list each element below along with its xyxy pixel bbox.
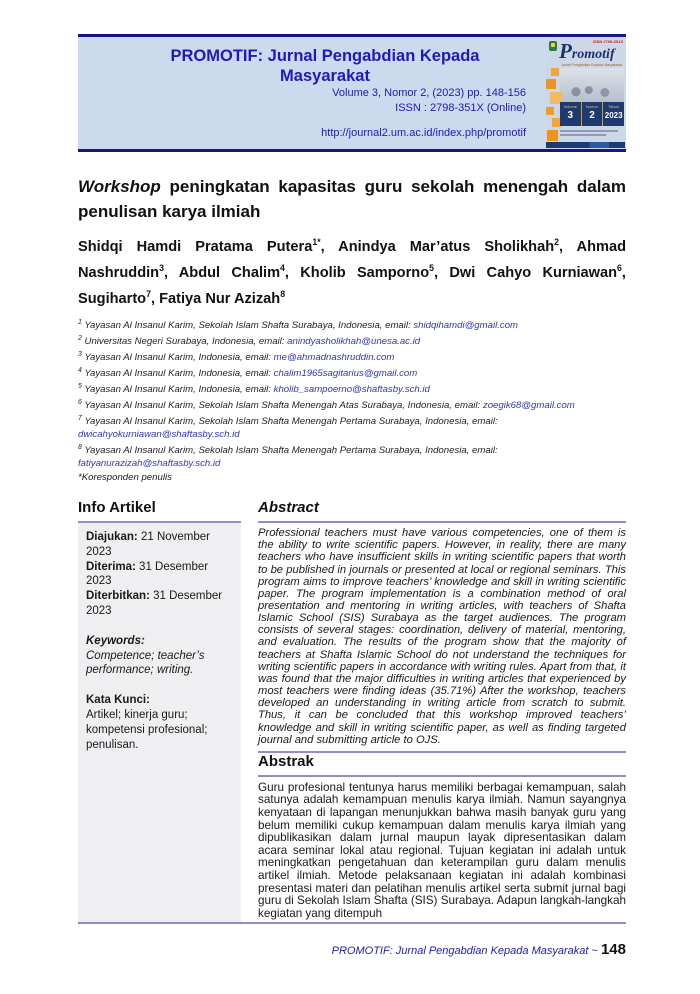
journal-header xyxy=(78,34,626,152)
cover-orange-square xyxy=(551,68,559,76)
cover-tahun-cell xyxy=(603,102,624,126)
kata-kunci-label: Kata Kunci: xyxy=(86,694,150,707)
abstract-text-en: Professional teachers must have various competencies, one of them is the ability to write scientific papers. However, in reality, there are many teachers who have insufficient skills in writing scientific papers that worth to be published in journals or presented at local or regional seminars. This program aims to improve teachers’ knowledge and skill in writing scientific paper. The program implementation is a combination method of oral presentation and mentoring in writing articles, with teachers of Shafta Islamic School (SIS) Surabaya as the target audiences. The program consists of several stages: coordination, delivery of material, mentoring, and evaluation. The results of the program show that the majority of teachers at Shafta Islamic School do not understand the techniques for writing scientific papers in accordance with writing rules. Apart from that, it was found that the major difficulties in writing articles that experienced by most teachers were finding ideas (35.71%) After the workshop, teachers developed an understanding in writing article from scratch to submit. Thus, it can be concluded that this workshop improved teachers’ knowledge and skill in writing scientific paper, as well as finding targeted journal and submitting article to OJS. xyxy=(258,527,626,746)
author-name: Kholib Samporno$^5$ xyxy=(300,262,434,281)
article-date-row: Diajukan: 21 November 2023 xyxy=(86,531,210,558)
author-name: Dwi Cahyo Kurniawan$^6$ xyxy=(449,262,622,281)
affiliation-email-link[interactable]: fatiyanurazizah@shaftasby.sch.id xyxy=(78,458,221,470)
cover-volume-value: 3 xyxy=(567,110,574,121)
affiliation-item: $^7$ Yayasan Al Insanul Karim, Sekolah Islam Shafta Menengah Pertama Surabaya, Indonesia, email: dwicahyokurniawan@shaftasby.sch.id xyxy=(78,415,498,441)
cover-nomor-label: Nomor xyxy=(586,104,599,109)
bottom-rule xyxy=(78,922,626,924)
cover-photo xyxy=(560,68,624,102)
article-date-row: Diterbitkan: 31 Desember 2023 xyxy=(86,590,223,618)
abstract-column xyxy=(258,499,626,922)
footer-page-number: 148 xyxy=(600,941,626,958)
affiliation-item: $^3$ Yayasan Al Insanul Karim, Indonesia, email: me@ahmadnashruddin.com xyxy=(78,350,395,363)
journal-title: PROMOTIF: Jurnal Pengabdian Kepada Masyarakat xyxy=(170,47,480,85)
affiliation-item: $^4$ Yayasan Al Insanul Karim, Indonesia, email: chalim1965sagitarius@gmail.com xyxy=(78,366,418,380)
author-name: Abdul Chalim$^4$ xyxy=(178,262,285,281)
affiliation-email-link[interactable]: anindyasholikhah@unesa.ac.id xyxy=(287,335,421,347)
article-dates xyxy=(86,530,233,619)
author-name: Fatiya Nur Azizah$^8$ xyxy=(159,288,286,307)
affiliation-email-link[interactable]: dwicahyokurniawan@shaftasby.sch.id xyxy=(78,429,240,441)
cover-orange-square xyxy=(547,130,558,141)
page-footer xyxy=(332,941,626,959)
info-abstract-columns xyxy=(78,499,626,922)
keywords-text: Competence; teacher’s performance; writing. xyxy=(86,649,205,677)
affiliation-item: $^5$ Yayasan Al Insanul Karim, Indonesia, email: kholib_sampoerno@shaftasby.sch.id xyxy=(78,382,430,396)
affiliation-email-link[interactable]: zoegik68@gmail.com xyxy=(482,400,575,412)
affiliations-list xyxy=(78,317,626,472)
article-date-row: Diterima: 31 Desember 2023 xyxy=(86,560,209,588)
cover-issn-text: ISSN 2798-351X xyxy=(592,39,623,44)
cover-nomor-value: 2 xyxy=(589,110,595,121)
abstract-heading: Abstract xyxy=(258,499,319,517)
affiliation-item: $^6$ Yayasan Al Insanul Karim, Sekolah Islam Shafta Menengah Atas Surabaya, Indonesia, email: zoegik68@gmail.com xyxy=(78,399,575,412)
info-artikel-box xyxy=(78,523,241,922)
author-name: Sugiharto$^7$ xyxy=(78,288,151,307)
correspondence-note: *Koresponden penulis xyxy=(78,472,172,484)
cover-bottom-strip xyxy=(546,142,625,148)
affiliation-item: $^2$ Universitas Negeri Surabaya, Indonesia, email: anindyasholikhah@unesa.ac.id xyxy=(78,334,421,347)
cover-volume-cell xyxy=(560,102,582,126)
journal-url xyxy=(78,126,526,140)
cover-nomor-cell xyxy=(582,102,604,126)
info-artikel-column xyxy=(78,499,241,922)
authors-line: Shidqi Hamdi Pratama Putera$^{1*}$, Anindya Mar’atus Sholikhah$^2$, Ahmad Nashruddin$^3$, Abdul Chalim$^4$, Kholib Samporno$^5$, Dwi Cahyo Kurniawan$^6$, Sugiharto$^7$, Fatiya Nur Azizah$^8$ xyxy=(78,237,627,307)
cover-tahun-label: Tahun xyxy=(608,104,620,109)
affiliation-email-link[interactable]: kholib_sampoerno@shaftasby.sch.id xyxy=(273,384,430,396)
cover-orange-square xyxy=(546,107,554,115)
affiliation-email-link[interactable]: me@ahmadnashruddin.com xyxy=(273,351,395,363)
volume-line: Volume 3, Nomor 2, (2023) pp. 148-156 xyxy=(332,87,526,99)
journal-url-link[interactable]: http://journal2.um.ac.id/index.php/promotif xyxy=(321,127,526,139)
author-name: Anindya Mar’atus Sholikhah$^2$ xyxy=(338,237,559,255)
cover-wordmark: Promotif xyxy=(559,39,615,63)
abstrak-heading: Abstrak xyxy=(258,752,314,770)
cover-orange-square xyxy=(546,79,556,89)
abstract-text-id: Guru profesional tentunya harus memiliki berbagai kemampuan, salah satunya adalah kemampuan menulis karya ilmiah. Namun sayangnya kenyataan di lapangan menunjukkan bahwa masih banyak guru yang belum memiliki cukup kemampuan dalam menulis karya ilmiah yang dipublikasikan dalam jurnal maupun layak dipresentasikan dalam acara seminar lokal atau regional. Tujuan kegiatan ini adalah untuk meningkatkan pengetahuan dan keterampilan guru dalam menulis artikel ilmiah. Metode pelaksanaan kegiatan ini adalah kombinasi presentasi materi dan pelatihan menulis artikel serta submit jurnal bagi guru di Sekolah Islam Shafta (SIS) Surabaya. Adapun langkah-langkah kegiatan yang ditempuh xyxy=(258,780,626,920)
author-name: Ahmad Nashruddin$^3$ xyxy=(78,238,627,281)
journal-header-text xyxy=(78,37,546,149)
footer-journal-name: PROMOTIF: Jurnal Pengabdian Kepada Masyarakat ~ xyxy=(331,945,601,957)
university-logo-icon xyxy=(549,41,557,51)
cover-volume-label: Volume xyxy=(563,104,577,109)
article-title xyxy=(78,174,626,224)
author-name: Shidqi Hamdi Pratama Putera$^{1*}$ xyxy=(78,237,321,255)
abstrak-rule xyxy=(258,775,626,777)
affiliation-email-link[interactable]: shidqihamdi@gmail.com xyxy=(413,319,519,331)
article-title-rest: peningkatan kapasitas guru sekolah menengah dalam penulisan karya ilmiah xyxy=(78,177,626,221)
info-artikel-heading: Info Artikel xyxy=(78,499,156,517)
affiliation-email-link[interactable]: chalim1965sagitarius@gmail.com xyxy=(273,368,418,380)
issn-line: ISSN : 2798-351X (Online) xyxy=(395,101,526,114)
abstract-rule xyxy=(258,521,626,523)
cover-volume-bar xyxy=(560,102,624,126)
affiliation-item: $^1$ Yayasan Al Insanul Karim, Sekolah Islam Shafta Surabaya, Indonesia, email: shidqihamdi@gmail.com xyxy=(78,318,519,331)
keywords-label: Keywords: xyxy=(86,634,145,647)
cover-fineprint xyxy=(560,130,624,138)
kata-kunci-text: Artikel; kinerja guru; kompetensi profesional; penulisan. xyxy=(86,709,208,751)
journal-cover-thumbnail xyxy=(546,38,625,148)
cover-tahun-value: 2023 xyxy=(604,111,623,120)
article-title-italic-word: Workshop xyxy=(78,177,161,196)
affiliation-item: $^8$ Yayasan Al Insanul Karim, Sekolah Islam Shafta Menengah Pertama Surabaya, Indonesia, email: fatiyanurazizah@shaftasby.sch.id xyxy=(78,444,498,470)
cover-tagline: Jurnal Pengabdian Kepada Masyarakat xyxy=(561,63,623,67)
